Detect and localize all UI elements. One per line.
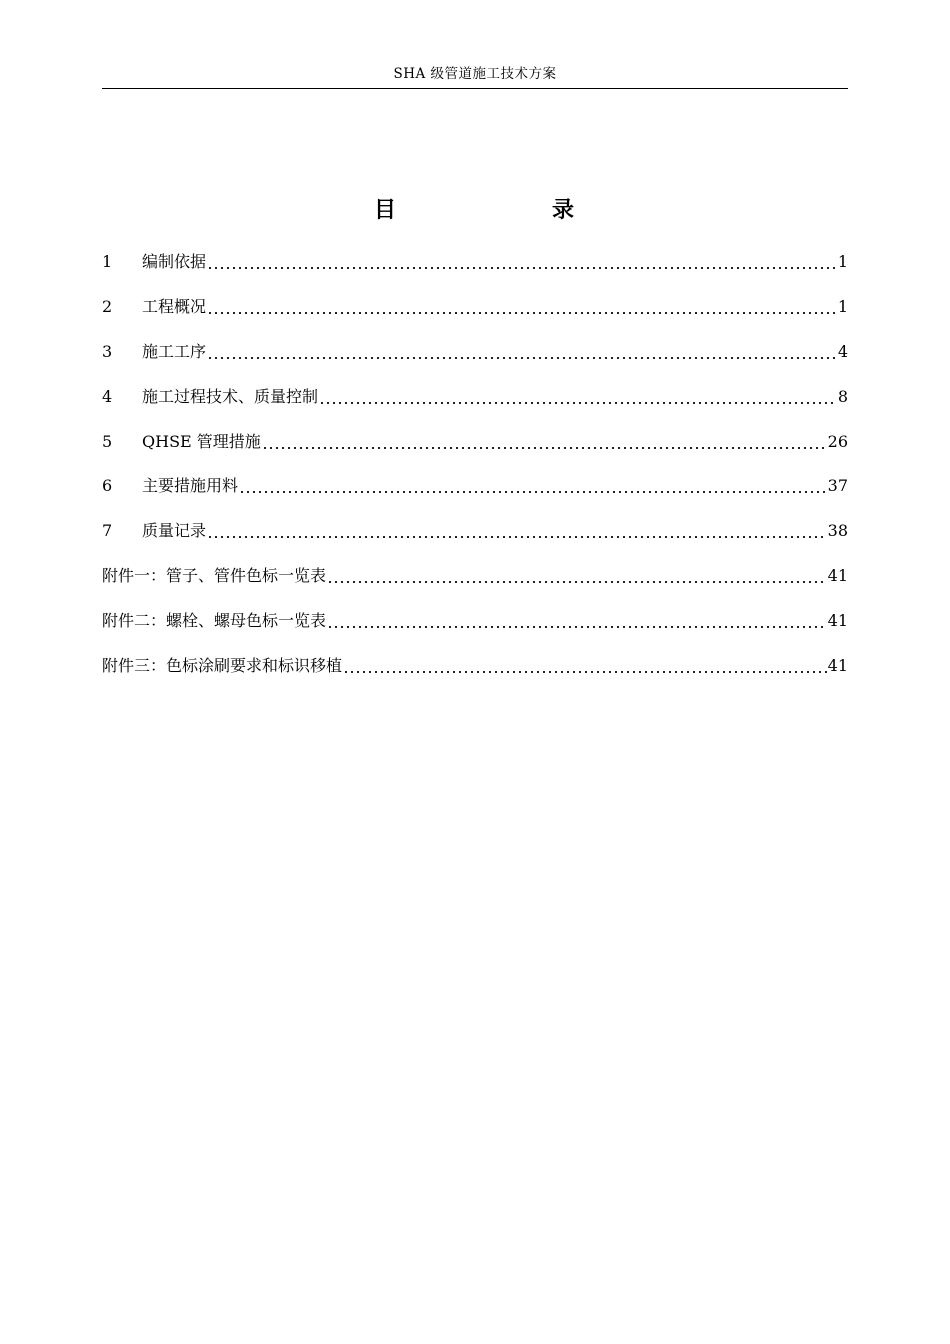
toc-entry-5[interactable]: [102, 419, 848, 464]
toc-entry-appendix-2[interactable]: [102, 598, 848, 643]
dot-leader: [327, 613, 827, 629]
toc-entry-number: 2: [102, 297, 113, 317]
dot-leader: [207, 523, 827, 539]
toc-entry-1[interactable]: [102, 240, 848, 285]
toc-entry-number: 4: [102, 386, 113, 406]
toc-entry-label: 附件一：管子、管件色标一览表: [102, 565, 327, 585]
toc-entry-label: 主要措施用料: [142, 476, 239, 496]
toc-entry-page: 1: [837, 252, 848, 272]
toc-entry-page: 37: [827, 476, 848, 496]
dot-leader: [239, 478, 827, 494]
toc-entry-page: 41: [827, 655, 848, 675]
toc-entry-3[interactable]: [102, 330, 848, 375]
dot-leader: [343, 658, 827, 674]
toc-entry-6[interactable]: [102, 464, 848, 509]
dot-leader: [262, 434, 827, 450]
dot-leader: [207, 254, 837, 270]
toc-entry-page: 38: [827, 521, 848, 541]
running-header: SHA 级管道施工技术方案: [393, 66, 557, 82]
toc-entry-appendix-1[interactable]: [102, 554, 848, 599]
toc-entry-page: 1: [837, 297, 848, 317]
toc-entry-page: 41: [827, 610, 848, 630]
toc-entry-page: 41: [827, 565, 848, 585]
toc-entry-appendix-3[interactable]: [102, 643, 848, 688]
toc-entry-number: 7: [102, 521, 113, 541]
toc-entry-page: 8: [837, 386, 848, 406]
header-rule: [102, 88, 848, 89]
toc-entry-page: 4: [837, 341, 848, 361]
toc-entry-number: 3: [102, 341, 113, 361]
dot-leader: [319, 389, 837, 405]
toc-entry-2[interactable]: [102, 285, 848, 330]
toc-entry-label: 工程概况: [142, 297, 207, 317]
dot-leader: [207, 299, 837, 315]
toc-entry-label: 质量记录: [142, 521, 207, 541]
toc-entry-number: 1: [102, 252, 113, 272]
toc-entry-page: 26: [827, 431, 848, 451]
dot-leader: [327, 568, 827, 584]
toc-list: [102, 240, 848, 688]
toc-entry-4[interactable]: [102, 374, 848, 419]
toc-title-part1: 目: [374, 198, 397, 223]
toc-entry-number: 5: [102, 431, 113, 451]
dot-leader: [207, 344, 837, 360]
toc-title-part2: 录: [552, 198, 575, 223]
toc-entry-label: 施工工序: [142, 341, 207, 361]
toc-entry-label: QHSE 管理措施: [142, 431, 261, 451]
toc-entry-label: 施工过程技术、质量控制: [142, 386, 319, 406]
toc-title: [0, 196, 950, 226]
toc-entry-number: 6: [102, 476, 113, 496]
toc-entry-label: 附件三：色标涂刷要求和标识移植: [102, 655, 343, 675]
toc-entry-label: 附件二：螺栓、螺母色标一览表: [102, 610, 327, 630]
toc-entry-7[interactable]: [102, 509, 848, 554]
toc-entry-label: 编制依据: [142, 252, 207, 272]
